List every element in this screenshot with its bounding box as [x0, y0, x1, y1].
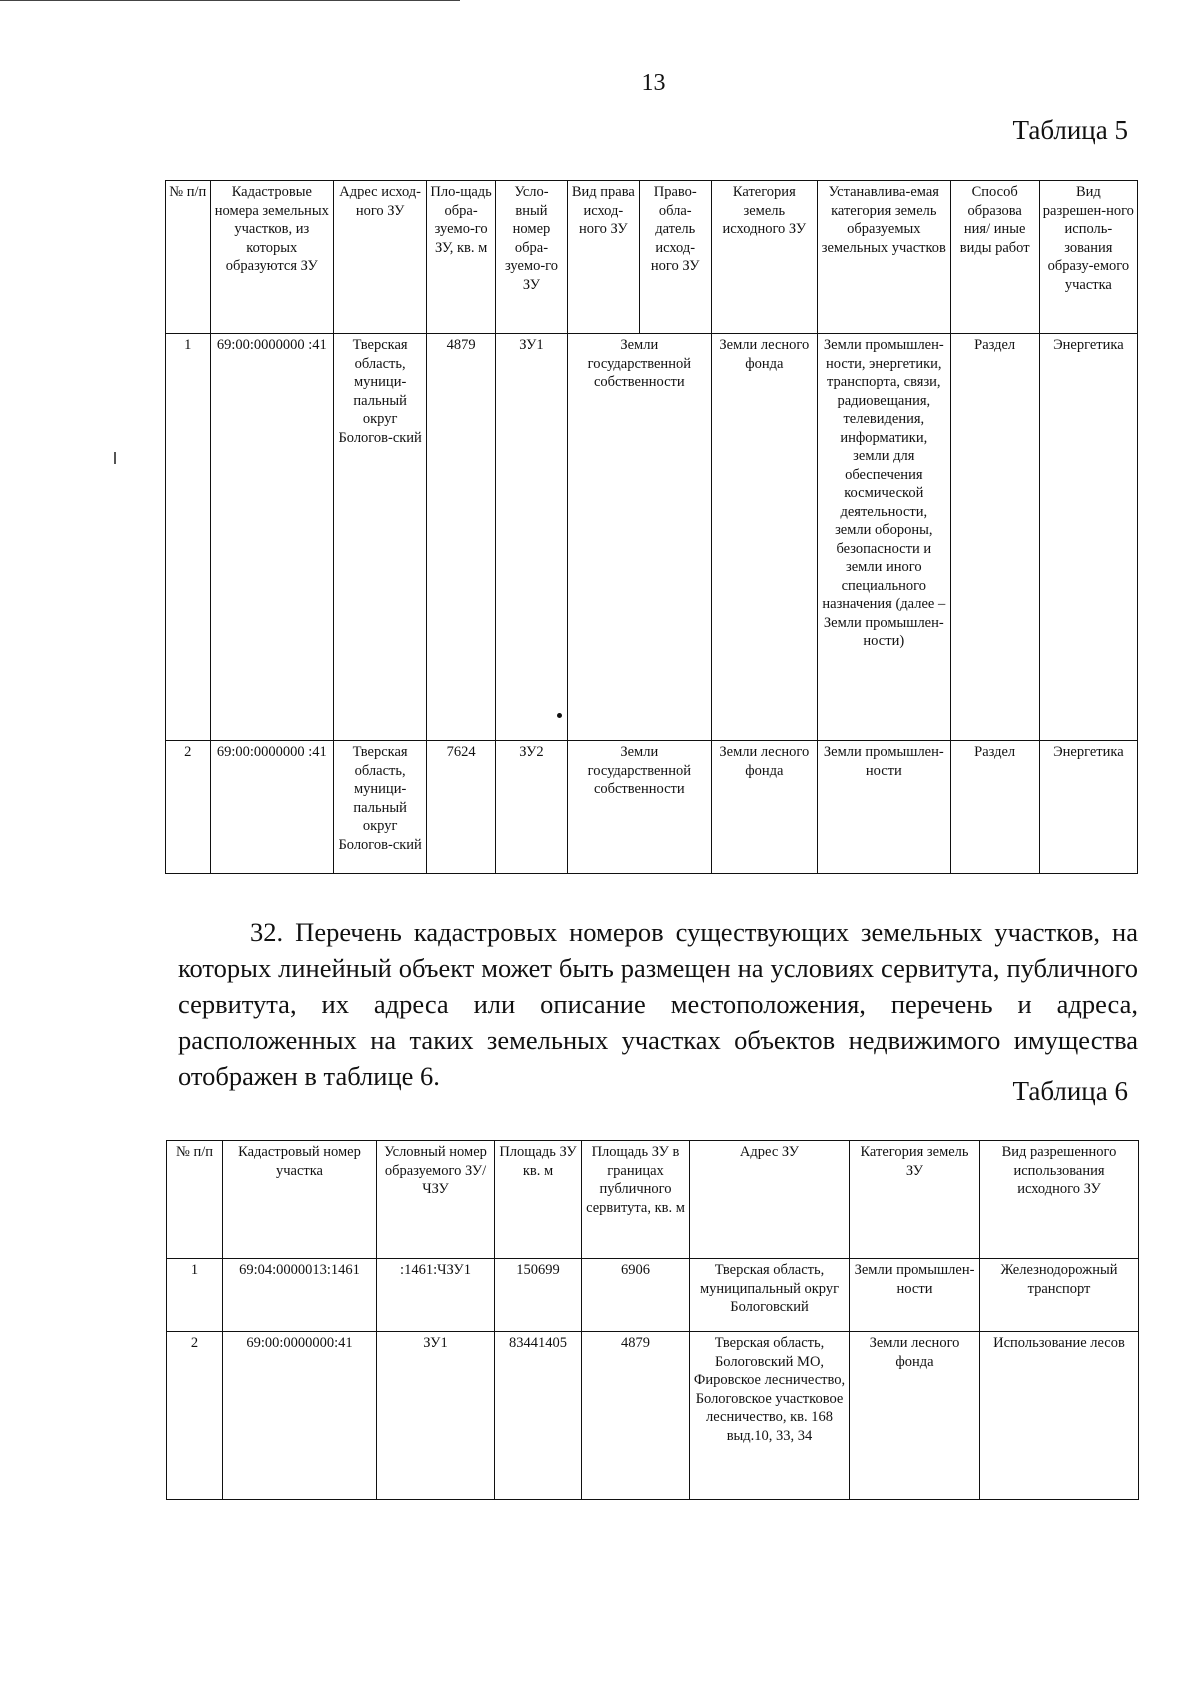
- header-cell: Кадастровый номер участка: [223, 1141, 377, 1259]
- header-cell: Кадастровые номера земельных участков, из которых образуются ЗУ: [210, 181, 334, 334]
- cell-address: Тверская область, Бологовский МО, Фировское лесничество, Бологовское участковое лесничество, кв. 168 выд.10, 33, 34: [690, 1332, 850, 1500]
- cell-category: Земли лесного фонда: [711, 741, 817, 874]
- header-cell: Адрес ЗУ: [690, 1141, 850, 1259]
- cell-category: Земли лесного фонда: [850, 1332, 980, 1500]
- table-5: [165, 180, 1138, 874]
- cell-use: Энергетика: [1039, 741, 1137, 874]
- cell-conditional-number: ЗУ2: [496, 741, 568, 874]
- cell-address: Тверская область, муници-пальный округ Бологов-ский: [334, 741, 427, 874]
- header-cell: Право-обла-датель исход-ного ЗУ: [639, 181, 711, 334]
- table-header-row: [166, 181, 1138, 334]
- cell-category: Земли лесного фонда: [711, 334, 817, 741]
- table-row: [167, 1259, 1139, 1332]
- cell-servitude-area: 6906: [582, 1259, 690, 1332]
- cell-address: Тверская область, муници-пальный округ Бологов-ский: [334, 334, 427, 741]
- header-cell: Вид разрешенного использования исходного ЗУ: [980, 1141, 1139, 1259]
- cell-method: Раздел: [950, 741, 1039, 874]
- cell-new-category: Земли промышлен-ности, энергетики, транспорта, связи, радиовещания, телевидения, информатики, земли для обеспечения космической деятельности, земли обороны, безопасности и земли иного специального назначения (далее – Земли промышлен-ности): [817, 334, 950, 741]
- table5-caption: Таблица 5: [1012, 115, 1128, 145]
- header-cell: Способ образова ния/ иные виды работ: [950, 181, 1039, 334]
- table-header-row: [167, 1141, 1139, 1259]
- cell-conditional-number: ЗУ1: [496, 334, 568, 741]
- cell-new-category: Земли промышлен-ности: [817, 741, 950, 874]
- header-cell: Вид разрешен-ного исполь-зования образу-емого участка: [1039, 181, 1137, 334]
- header-cell: Пло-щадь обра-зуемо-го ЗУ, кв. м: [427, 181, 496, 334]
- header-cell: Условный номер образуемого ЗУ/ЧЗУ: [377, 1141, 495, 1259]
- scan-mark: [114, 452, 116, 464]
- cell-servitude-area: 4879: [582, 1332, 690, 1500]
- cell-right-holder: Земли государственной собственности: [567, 741, 711, 874]
- scan-edge-line: [0, 0, 460, 1]
- cell-conditional-number: :1461:ЧЗУ1: [377, 1259, 495, 1332]
- cell-num: 1: [166, 334, 211, 741]
- header-cell: № п/п: [167, 1141, 223, 1259]
- cell-cadastral: 69:00:0000000 :41: [210, 741, 334, 874]
- cell-num: 2: [167, 1332, 223, 1500]
- cell-area: 7624: [427, 741, 496, 874]
- header-cell: Адрес исход-ного ЗУ: [334, 181, 427, 334]
- header-cell: № п/п: [166, 181, 211, 334]
- header-cell: Категория земель ЗУ: [850, 1141, 980, 1259]
- header-cell: Усло-вный номер обра-зуемо-го ЗУ: [496, 181, 568, 334]
- cell-category: Земли промышлен-ности: [850, 1259, 980, 1332]
- table6-caption: Таблица 6: [1012, 1076, 1128, 1106]
- cell-cadastral: 69:04:0000013:1461: [223, 1259, 377, 1332]
- cell-num: 1: [167, 1259, 223, 1332]
- table-row: [166, 334, 1138, 741]
- table-6: [166, 1140, 1139, 1500]
- cell-address: Тверская область, муниципальный округ Бологовский: [690, 1259, 850, 1332]
- cell-num: 2: [166, 741, 211, 874]
- paragraph-32: 32. Перечень кадастровых номеров существующих земельных участков, на которых линейный объект может быть размещен на условиях сервитута, публичного сервитута, их адреса или описание местоположения, перечень и адреса, расположенных на таких земельных участках объектов недвижимого имущества отображен в таблице 6.: [178, 917, 1138, 1091]
- cell-use: Использование лесов: [980, 1332, 1139, 1500]
- cell-area: 83441405: [495, 1332, 582, 1500]
- cell-use: Железнодорожный транспорт: [980, 1259, 1139, 1332]
- header-cell: Площадь ЗУ в границах публичного сервитута, кв. м: [582, 1141, 690, 1259]
- table-row: [167, 1332, 1139, 1500]
- cell-cadastral: 69:00:0000000:41: [223, 1332, 377, 1500]
- cell-area: 4879: [427, 334, 496, 741]
- header-cell: Вид права исход-ного ЗУ: [567, 181, 639, 334]
- table-row: [166, 741, 1138, 874]
- header-cell: Площадь ЗУ кв. м: [495, 1141, 582, 1259]
- cell-method: Раздел: [950, 334, 1039, 741]
- cell-conditional-number: ЗУ1: [377, 1332, 495, 1500]
- scan-speck: [557, 713, 562, 718]
- cell-area: 150699: [495, 1259, 582, 1332]
- page-number: 13: [641, 70, 666, 96]
- cell-use: Энергетика: [1039, 334, 1137, 741]
- header-cell: Устанавлива-емая категория земель образуемых земельных участков: [817, 181, 950, 334]
- header-cell: Категория земель исходного ЗУ: [711, 181, 817, 334]
- cell-cadastral: 69:00:0000000 :41: [210, 334, 334, 741]
- cell-right-holder: Земли государственной собственности: [567, 334, 711, 741]
